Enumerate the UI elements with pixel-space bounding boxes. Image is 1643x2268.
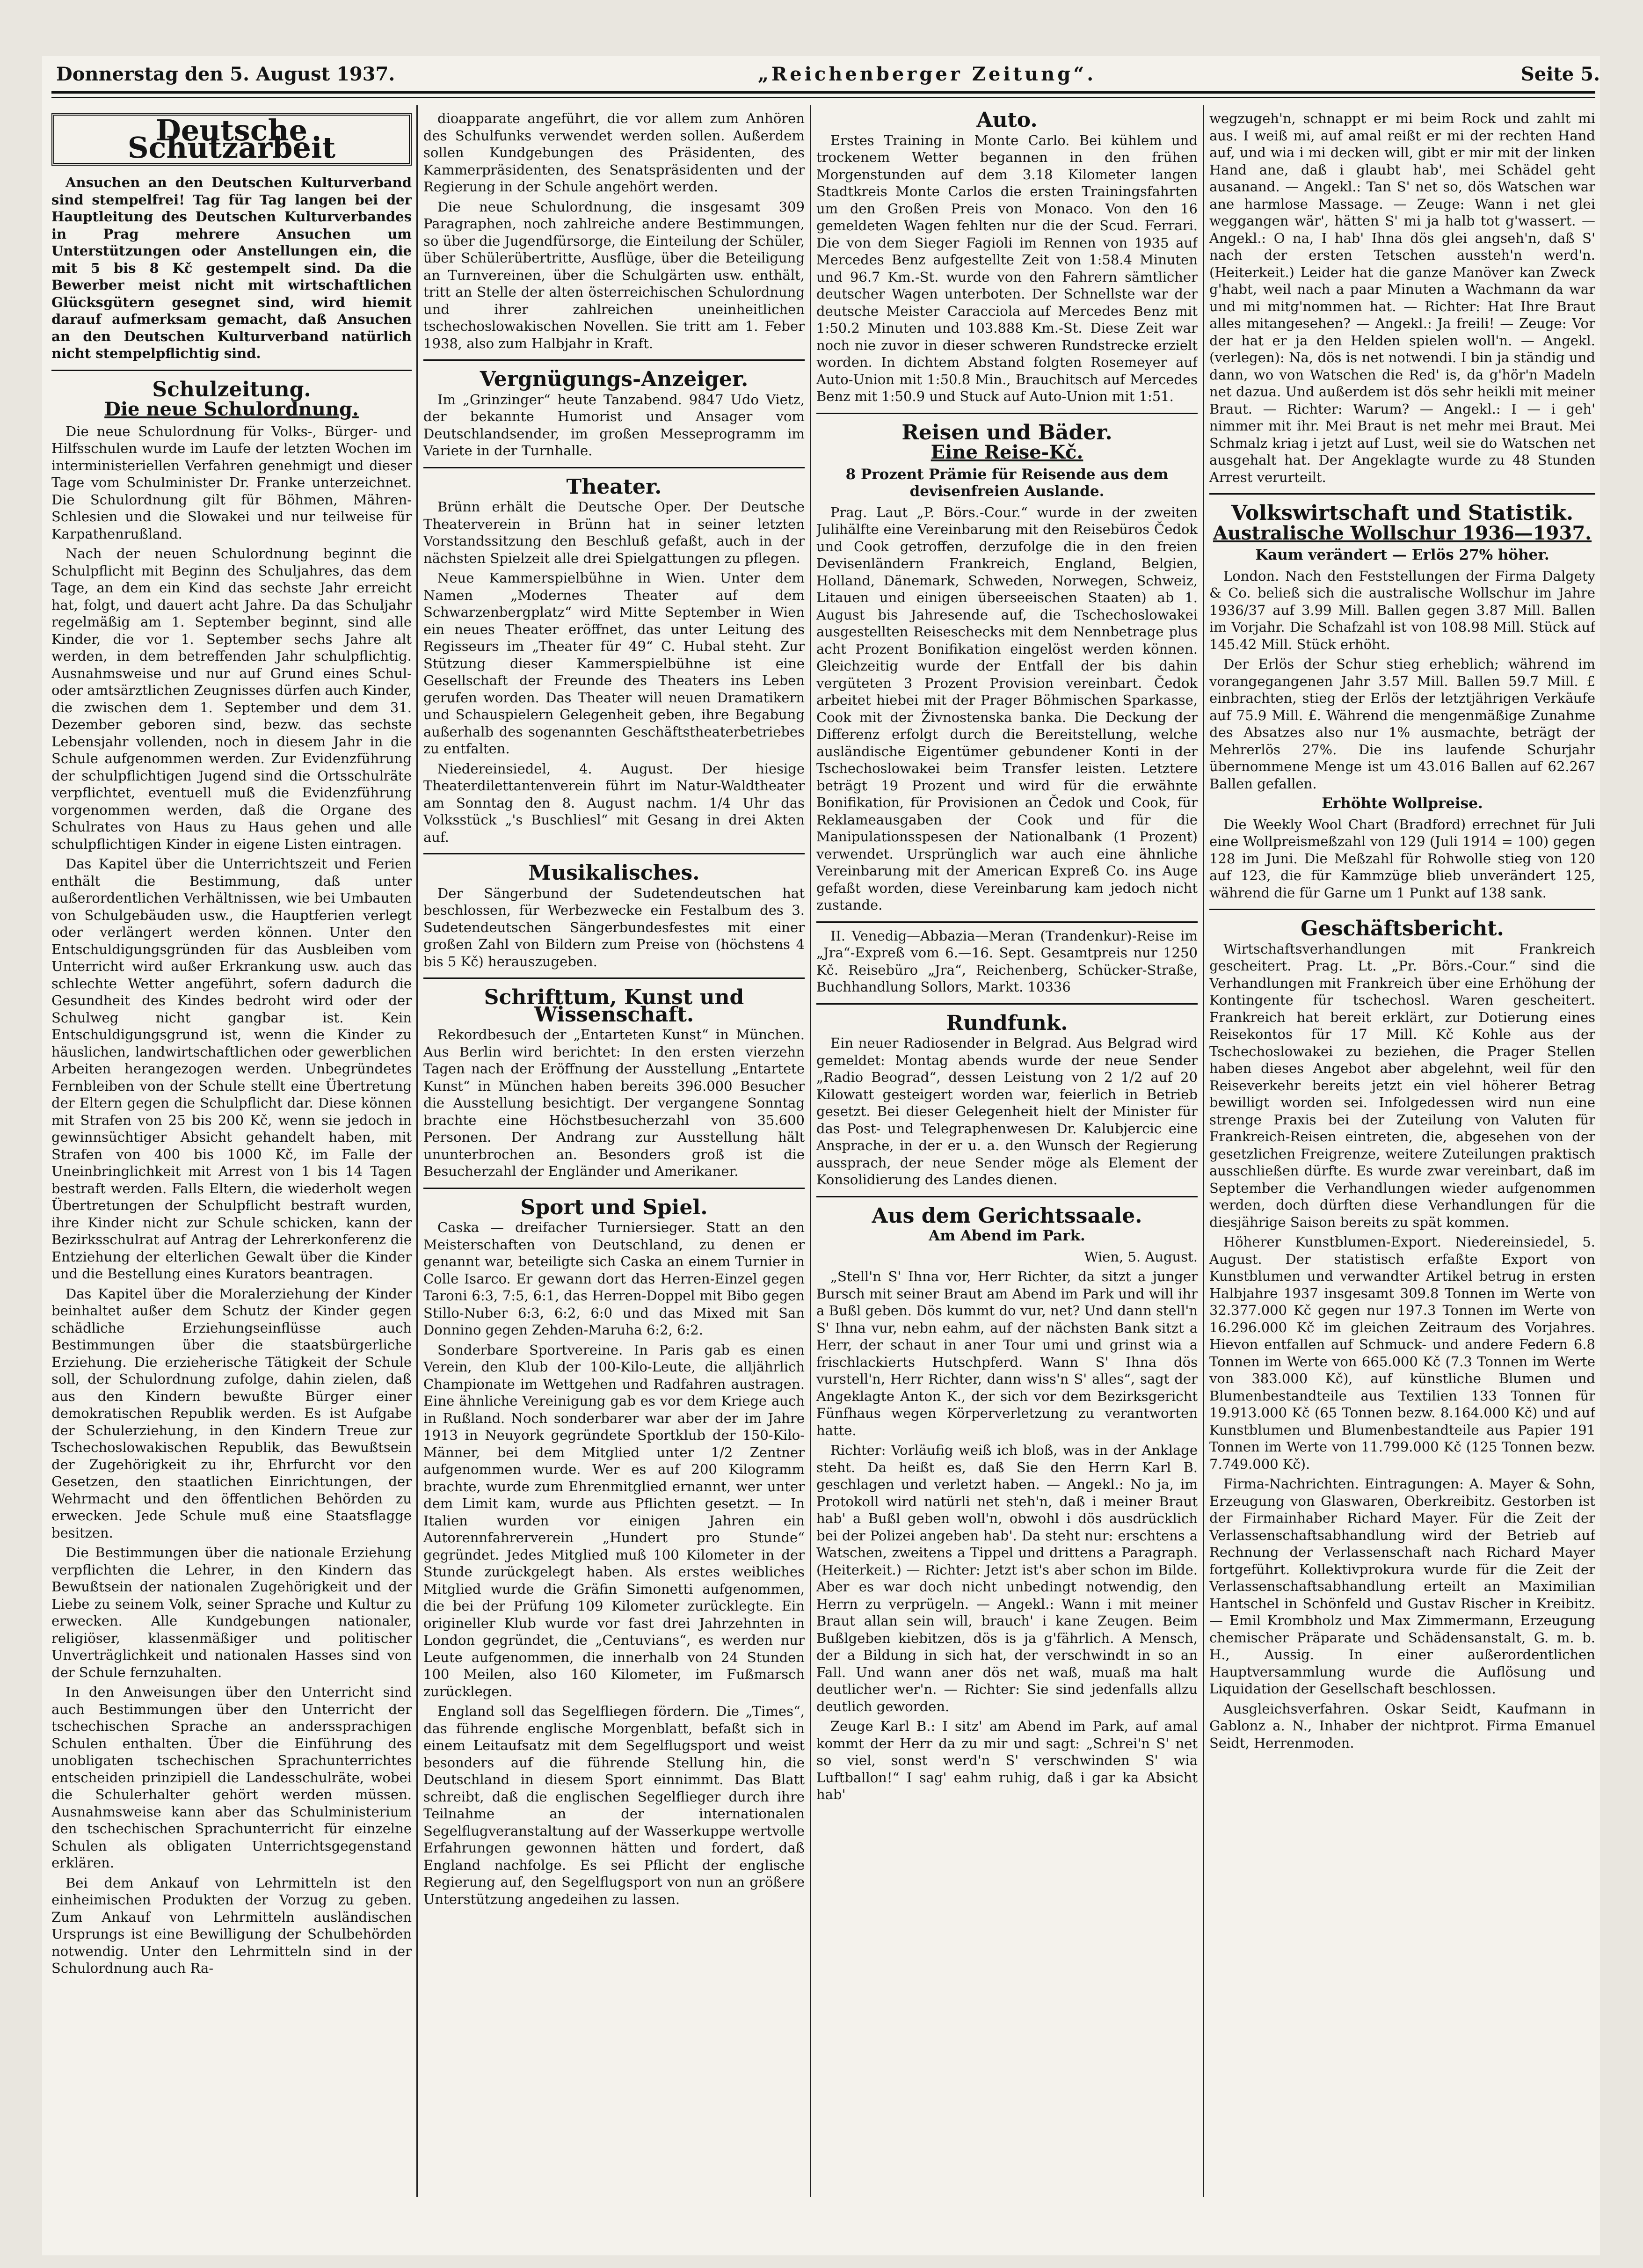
article-title: Die neue Schulordnung. [104, 398, 359, 420]
section-separator [816, 1196, 1198, 1197]
article-subtitle: Erhöhte Wollpreise. [1322, 795, 1483, 812]
article-subtitle: 8 Prozent Prämie für Reisende aus dem devisenfreien Auslande. [845, 466, 1169, 500]
section-heading: Rundfunk. [946, 1011, 1068, 1035]
section-separator [423, 1188, 805, 1189]
article-paragraph: Zeuge Karl B.: I sitz' am Abend im Park, auf amal kommt der Herr da zu mir und sagt: „Schrei'n S' net so viel, sonst werd'n S' verschwinden S' wia Luftballon!“ I sag' eahm ruhig, daß i gar ka Absicht hab' [816, 1718, 1198, 1802]
section-heading: Vergnügungs-Anzeiger. [480, 367, 749, 391]
section-separator [423, 359, 805, 361]
article-title: Eine Reise-Kč. [931, 441, 1083, 463]
section-separator [423, 977, 805, 979]
column-divider [1203, 105, 1204, 2197]
section-heading: Auto. [976, 110, 1038, 132]
section-heading: Theater. [566, 474, 662, 499]
column-divider [416, 105, 418, 2197]
article-paragraph: Niedereinsiedel, 4. August. Der hiesige Theaterdilettantenverein führt im Natur-Waldtheater am Sonntag den 8. August nachm. 1/4 Uhr das Volksstück „'s Buschliesl“ mit Gesang in drei Akten auf. [423, 760, 805, 845]
article-paragraph: Rekordbesuch der „Entarteten Kunst“ in München. Aus Berlin wird berichtet: In den ersten vierzehn Tagen nach der Eröffnung der Ausstellung „Entartete Kunst“ in München haben bereits 396.000 Besucher die Ausstellung besichtigt. Der vergangene Sonntag brachte eine Höchstbesucherzahl von 35.600 Personen. Der Andrang zur Ausstellung hält ununterbrochen an. Besonders groß ist die Besucherzahl der Engländer und Amerikaner. [423, 1027, 805, 1179]
section-separator [816, 921, 1198, 923]
article-paragraph: wegzugeh'n, schnappt er mi beim Rock und zahlt mi aus. I weiß mi, auf amal reißt er mi der rechten Hand auf, und wia i mi decken will, gibt er mir mit der linken Hand ane, daß i glaubt hab', mei Schädel geht ausanand. — Angekl.: Tan S' net so, dös Watschen war ane harmlose Massage. — Zeuge: Wann i net glei weggangen wär', hätten S' mi ja halb tot g'wassert. — Angekl.: O na, I hab' Ihna dös glei angseh'n, daß S' nach der ersten Tetschen aussteh'n werd'n. (Heiterkeit.) Leider hat die ganze Manöver kan Zweck g'habt, weil nach a paar Minuten a Wachmann da war und mi mitg'nommen hat. — Richter: Hat Ihre Braut alles mitangesehen? — Angekl.: Ja freili! — Zeuge: Vor der hat er ja den Helden spielen woll'n. — Angekl. (verlegen): Na, dös is net notwendi. I bin ja ständig und dann, wo von Watschen die Red' is, da g'hör'n Madeln net dazua. Und außerdem ist dös sehr heikli mit meiner Braut. — Richter: Warum? — Angekl.: I — i geh' nimmer mit ihr. Mei Braut is net mehr mei Braut. Mei Schmalz kriag i jetzt auf Lust, weil sie do Watschen net ausgehalt hat. Der Angeklagte wurde zu 48 Stunden Arrest verurteilt. [1209, 110, 1595, 485]
article-paragraph: Der Erlös der Schur stieg erheblich; während im vorangegangenen Jahr 3.57 Mill. Ballen 59.7 Mill. £ einbrachten, stieg der Erlös der letztjährigen Verkäufe auf 75.9 Mill. £. Während die mengenmäßige Zunahme des Absatzes also nur 1% ausmachte, beträgt der Mehrerlös 27%. Die ins laufende Schurjahr übernommene Menge ist um 43.016 Ballen auf 62.267 Ballen gefallen. [1209, 656, 1595, 792]
article-paragraph: Neue Kammerspielbühne in Wien. Unter dem Namen „Modernes Theater auf dem Schwarzenbergplatz“ wird Mitte September in Wien ein neues Theater eröffnet, das unter Leitung des Regisseurs im „Theater für 49“ C. Hubal steht. Zur Stützung dieser Kammerspielbühne ist eine Gesellschaft der Freunde des Theaters ins Leben gerufen worden. Das Theater will neuen Dramatikern und Schauspielern Gelegenheit geben, ihre Begabung außerhalb des sogenannten Geschäftstheaterbetriebes zu entfalten. [423, 570, 805, 757]
article-subtitle: Am Abend im Park. [929, 1227, 1085, 1244]
article-title: Australische Wollschur 1936—1937. [1213, 522, 1592, 544]
article-paragraph: Sonderbare Sportvereine. In Paris gab es einen Verein, den Klub der 100-Kilo-Leute, die alljährlich Championate im Wettgehen und Radfahren austragen. Eine ähnliche Vereinigung gab es vor dem Kriege auch in Rußland. Noch sonderbarer war aber der im Jahre 1913 in Neuyork gegründete Sportklub der 150-Kilo-Männer, bei dem Mitglied unter 1/2 Zentner aufgenommen wurde. Wer es auf 200 Kilogramm brachte, wurde zum Ehrenmitglied ernannt, wer unter dem Limit kam, wurde aus Pflichten gesetzt. — In Italien wurden vor einigen Jahren ein Autorennfahrerverein „Hundert pro Stunde“ gegründet. Jedes Mitglied muß 100 Kilometer in der Stunde zurückgelegt haben. Als erstes weibliches Mitglied wurde die Gräfin Simonetti aufgenommen, die bei der Prüfung 109 Kilometer zurücklegte. Ein origineller Klub wurde vor fast drei Jahrzehnten in London gegründet, die „Centuvians“, es werden nur Leute aufgenommen, die innerhalb von 24 Stunden 100 Meilen, also 160 Kilometer, im Fußmarsch zurücklegen. [423, 1342, 805, 1699]
column-1 [51, 110, 412, 2206]
section-separator [1209, 493, 1595, 495]
header-rule-thin [51, 97, 1595, 98]
section-separator [1209, 909, 1595, 910]
section-heading: Aus dem Gerichtssaale. [872, 1203, 1142, 1228]
column-divider [810, 105, 811, 2197]
article-paragraph: Erstes Training in Monte Carlo. Bei kühlem und trockenem Wetter begannen in den frühen Morgenstunden auf dem 3.18 Kilometer langen Stadtkreis Monte Carlos die ersten Trainingsfahrten um den Großen Preis von Monaco. Von den 16 gemeldeten Wagen fehlten nur die der Scud. Ferrari. Die von dem Sieger Fagioli im Rennen von 1935 auf Mercedes Benz aufgestellte Zeit von 1:58.4 Minuten und 96.7 Km.-St. wurde von den Fahrern sämtlicher deutscher Wagen unterboten. Der Schnellste war der deutsche Meister Caracciola auf Mercedes Benz mit 1:50.2 Minuten und 103.888 Km.-St. Diese Zeit war noch nie zuvor in dieser schweren Rundstrecke erzielt worden. In dichtem Abstand folgten Rosemeyer auf Auto-Union mit 1:50.8 Min., Brauchitsch auf Mercedes Benz mit 1:50.9 und Stuck auf Auto-Union mit 1:51. [816, 132, 1198, 404]
article-paragraph: Ein neuer Radiosender in Belgrad. Aus Belgrad wird gemeldet: Montag abends wurde der neue Sender „Radio Beograd“, dessen Leistung von 2 1/2 auf 20 Kilowatt gesteigert worden war, feierlich in Betrieb gesetzt. Bei dieser Gelegenheit hielt der Minister für das Post- und Telegraphenwesen Dr. Kalubjercic eine Ansprache, in der er u. a. den Wunsch der Regierung aussprach, der neue Sender möge als Element der Konsolidierung des Landes dienen. [816, 1035, 1198, 1188]
section-heading: Schrifttum, Kunst und Wissenschaft. [484, 985, 744, 1027]
section-heading: Schulzeitung. [152, 377, 311, 401]
article-subtitle: Kaum verändert — Erlös 27% höher. [1255, 547, 1549, 563]
article-paragraph: Höherer Kunstblumen-Export. Niedereinsiedel, 5. August. Der statistisch erfaßte Export von Kunstblumen und verwandter Artikel betrug in ersten Halbjahre 1937 insgesamt 309.8 Tonnen im Werte von 32.377.000 Kč gegen nur 197.3 Tonnen im Werte von 16.296.000 Kč im gleichen Zeitraum des Vorjahres. Hievon entfallen auf Schmuck- und andere Federn 6.8 Tonnen im Werte von 665.000 Kč (7.3 Tonnen im Werte von 383.000 Kč), auf künstliche Blumen und Blumenbestandteile aus Textilien 133 Tonnen für 19.913.000 Kč (65 Tonnen bezw. 8.164.000 Kč) und auf Kunstblumen und Blumenbestandteile aus Papier 191 Tonnen im Werte von 11.799.000 Kč (125 Tonnen bezw. 7.749.000 Kč). [1209, 1234, 1595, 1472]
article-paragraph: Nach der neuen Schulordnung beginnt die Schulpflicht mit Beginn des Schuljahres, das dem Tage, an dem ein Kind das sechste Jahr erreicht hat, folgt, und dauert acht Jahre. Da das Schuljahr regelmäßig am 1. September beginnt, sind alle Kinder, die vor 1. September sechs Jahre alt werden, in dem betreffenden Jahr schulpflichtig. Ausnahmsweise und nur auf Grund eines Schul- oder amtsärztlichen Zeugnisses dürfen auch Kinder, die zwischen dem 1. September und dem 31. Dezember geboren sind, bezw. das sechste Lebensjahr vollenden, noch in diesem Jahr in die Schule aufgenommen werden. Zur Evidenzführung der schulpflichtigen Jugend sind die Ortsschulräte verpflichtet, eventuell muß die Evidenzführung vorgenommen werden, daß die Organe des Schulrates von Haus zu Haus gehen und alle schulpflichtigen Kinder in eigene Listen eintragen. [51, 546, 412, 852]
section-masthead: Deutsche Schutzarbeit [51, 113, 412, 166]
article-paragraph: Firma-Nachrichten. Eintragungen: A. Mayer & Sohn, Erzeugung von Glaswaren, Oberkreibitz. Gestorben ist der Firmainhaber Richard Mayer. Für die Zeit der Verlassenschaftsabhandlung wird der Betrieb auf Rechnung der Verlassenschaft nach Richard Mayer fortgeführt. Kollektivprokura wurde für die Zeit der Verlassenschaftsabhandlung erteilt an Maximilian Hantschel in Schönfeld und Gustav Rischer in Kreibitz. — Emil Krombholz und Max Zimmermann, Erzeugung chemischer Präparate und Schädensanstalt, G. m. b. H., Aussig. In einer außerordentlichen Hauptversammlung wurde die Auflösung und Liquidation der Gesellschaft beschlossen. [1209, 1476, 1595, 1697]
article-paragraph: Die neue Schulordnung, die insgesamt 309 Paragraphen, noch zahlreiche andere Bestimmungen, so über die Jugendfürsorge, die Einteilung der Schüler, über Schülerübertritte, Ausflüge, über die Beteiligung an Turnvereinen, über die Schulgärten usw. enthält, tritt an Stelle der alten österreichischen Schulordnung und ihrer zahlreichen uneinheitlichen tschechoslowakischen Novellen. Sie tritt am 1. Feber 1938, also zum Halbjahr in Kraft. [423, 198, 805, 351]
article-paragraph: Der Sängerbund der Sudetendeutschen hat beschlossen, für Werbezwecke ein Festalbum des 3. Sudetendeutschen Sängerbundesfestes mit einer großen Zahl von Bildern zum Preise von (höchstens 4 bis 5 Kč) herauszugeben. [423, 885, 805, 970]
article-paragraph: Prag. Laut „P. Börs.-Cour.“ wurde in der zweiten Julihälfte eine Vereinbarung mit den Reisebüros Čedok und Cook getroffen, derzufolge die in den freien Devisenländern Frankreich, England, Belgien, Holland, Dänemark, Schweden, Norwegen, Schweiz, Litauen und einigen überseeischen Staaten) ab 1. August bis Jahresende auf, die Tschechoslowakei ausgestellten Reiseschecks mit dem Nennbetrage plus acht Prozent Bonifikation eingelöst werden können. Gleichzeitig wurde der Entfall der bis dahin vergüteten 3 Prozent Provision vereinbart. Čedok arbeitet hiebei mit der Prager Böhmischen Sparkasse, Cook mit der Živnostenska banka. Die Deckung der Differenz erfolgt durch die Bereitstellung, welche ausländische Eigentümer gebundener Konti in der Tschechoslowakei beim Transfer leisten. Letztere beträgt 19 Prozent und wird für die erwähnte Bonifikation, für Provisionen an Čedok und Cook, für Reklameausgaben der Cook und für die Manipulationsspesen der Nationalbank (1 Prozent) verwendet. Ursprünglich war auch eine ähnliche Vereinbarung mit der American Expreß Co. ins Auge gefaßt worden, diese Vereinbarung kam jedoch nicht zustande. [816, 504, 1198, 913]
header-paper-title: „Reichenberger Zeitung“. [758, 63, 1097, 85]
section-separator [423, 467, 805, 468]
article-paragraph: Brünn erhält die Deutsche Oper. Der Deutsche Theaterverein in Brünn hat in seiner letzten Vorstandssitzung den Beschluß gefaßt, auch in der nächsten Spielzeit alle drei Spielgattungen zu pflegen. [423, 499, 805, 566]
article-paragraph: Ausgleichsverfahren. Oskar Seidt, Kaufmann in Gablonz a. N., Inhaber der nichtprot. Firma Emanuel Seidt, Herrenmoden. [1209, 1700, 1595, 1751]
section-heading: Sport und Spiel. [520, 1195, 708, 1219]
section-heading: Geschäftsbericht. [1301, 917, 1504, 941]
article-paragraph: London. Nach den Feststellungen der Firma Dalgety & Co. beließ sich die australische Wollschur im Jahre 1936/37 auf 3.99 Mill. Ballen gegen 3.87 Mill. Ballen im Vorjahr. Die Schafzahl ist von 108.98 Mill. Stück auf 145.42 Mill. Stück erhöht. [1209, 568, 1595, 652]
article-text: Ansuchen an den Deutschen Kulturverband sind stempelfrei! Tag für Tag langen bei der Hauptleitung des Deutschen Kulturverbandes in Prag mehrere Ansuchen um Unterstützungen oder Anstellungen ein, die mit 5 bis 8 Kč gestempelt sind. Da die Bewerber meist nicht mit wirtschaftlichen Glücksgütern gesegnet sind, wird hiemit darauf aufmerksam gemacht, daß Ansuchen an den Deutschen Kulturverband natürlich nicht stempelpflichtig sind. [51, 175, 412, 361]
article-paragraph: Caska — dreifacher Turniersieger. Statt an den Meisterschaften von Deutschland, zu denen er genannt war, beteiligte sich Caska an einem Turnier in Colle Isarco. Er gewann dort das Herren-Einzel gegen Taroni 6:3, 7:5, 6:1, das Herren-Doppel mit Bibo gegen Stillo-Nuber 6:3, 6:2, 6:0 und das Mixed mit San Donnino gegen Zehden-Maruha 6:2, 6:2. [423, 1219, 805, 1338]
article-paragraph: Die Weekly Wool Chart (Bradford) errechnet für Juli eine Wollpreismeßzahl von 129 (Juli 1914 = 100) gegen 128 im Juni. Die Meßzahl für Rohwolle stieg von 120 auf 123, die für Kammzüge blieb unverändert 125, während die für Garne um 1 Punkt auf 138 sank. [1209, 816, 1595, 901]
header-page-number: Seite 5. [1520, 63, 1600, 85]
header-rule-thick [51, 91, 1595, 94]
article-paragraph: Bei dem Ankauf von Lehrmitteln ist den einheimischen Produkten der Vorzug zu geben. Zum Ankauf von Lehrmitteln ausländischen Ursprungs ist eine Bewilligung der Schulbehörden notwendig. Unter den Lehrmitteln sind in der Schulordnung auch Ra- [51, 1874, 412, 1976]
section-heading: Volkswirtschaft und Statistik. [1231, 501, 1574, 525]
advertisement-text: II. Venedig—Abbazia—Meran (Trandenkur)-Reise im „Jra“-Expreß vom 6.—16. Sept. Gesamtpreis nur 1250 Kč. Reisebüro „Jra“, Reichenberg, Schücker-Straße, Buchhandlung Sollors, Markt. 10336 [816, 927, 1198, 995]
column-3 [816, 110, 1198, 2206]
article-paragraph: Das Kapitel über die Moralerziehung der Kinder beinhaltet außer dem Schutz der Kinder gegen schädliche Erziehungseinflüsse auch Bestimmungen über die staatsbürgerliche Erziehung. Die erzieherische Tätigkeit der Schule soll, der Schulordnung zufolge, dahin zielen, daß aus den Kindern bewußte Bürger einer demokratischen Republik werden. Es ist Aufgabe der Schulerziehung, in den Kindern Treue zur Tschechoslowakischen Republik, das Bewußtsein der Zugehörigkeit zu ihr, Ehrfurcht vor den Gesetzen, den staatlichen Einrichtungen, der Wehrmacht und den öffentlichen Behörden zu erwecken. Jede Schule muß eine Staatsflagge besitzen. [51, 1285, 412, 1541]
section-separator [816, 413, 1198, 414]
article-paragraph: Die neue Schulordnung für Volks-, Bürger- und Hilfsschulen wurde im Laufe der letzten Wochen im interministeriellen Verfahren genehmigt und dieser Tage vom Schulminister Dr. Franke unterzeichnet. Die Schulordnung gilt für Böhmen, Mähren-Schlesien und die Slowakei und nur teilweise für Karpathenrußland. [51, 423, 412, 542]
section-separator [816, 1003, 1198, 1005]
section-heading: Musikalisches. [528, 861, 700, 885]
article-paragraph: Wirtschaftsverhandlungen mit Frankreich gescheitert. Prag. Lt. „Pr. Börs.-Cour.“ sind die Verhandlungen mit Frankreich über eine Erhöhung der Kontingente für tschechosl. Waren gescheitert. Frankreich hat bereit erklärt, zur Dotierung eines Reisekontos für 17 Mill. Kč Kohle aus der Tschechoslowakei zu beziehen, die Prager Stellen haben dieses Angebot aber abgelehnt, weil für den Reiseverkehr bereits jetzt ein viel höherer Betrag bewilligt worden sei. Infolgedessen wird nun eine strenge Praxis bei der Zuteilung von Valuten für Frankreich-Reisen eintreten, die, abgesehen von der gesetzlichen Freigrenze, weitere Zuteilungen praktisch ausschließen dürfte. Es wurde zwar vereinbart, daß im September die Verhandlungen wieder aufgenommen werden, doch dürften diese Verhandlungen für die diesjährige Saison bereits zu spät kommen. [1209, 941, 1595, 1230]
article-paragraph: Im „Grinzinger“ heute Tanzabend. 9847 Udo Vietz, der bekannte Humorist und Ansager vom Deutschlandsender, im großen Messeprogramm im Variete in der Turnhalle. [423, 391, 805, 459]
column-4 [1209, 110, 1595, 2206]
article-paragraph: Die Bestimmungen über die nationale Erziehung verpflichten die Lehrer, in den Kindern das Bewußtsein der nationalen Zugehörigkeit und der Liebe zu seinem Volk, seiner Sprache und Kultur zu erwecken. Alle Kundgebungen nationaler, religiöser, klassenmäßiger und politischer Unverträglichkeit und nationalen Hasses sind von der Schule fernzuhalten. [51, 1545, 412, 1680]
article-paragraph: dioapparate angeführt, die vor allem zum Anhören des Schulfunks verwendet werden sollen. Außerdem sollen Kundgebungen des Präsidenten, des Kammerpräsidenten, des Senatspräsidenten und der Regierung in der Schule angehört werden. [423, 110, 805, 195]
dateline: Wien, 5. August. [1084, 1248, 1198, 1265]
article-paragraph: Das Kapitel über die Unterrichtszeit und Ferien enthält die Bestimmung, daß unter außerordentlichen Verhältnissen, wie bei Umbauten von Schulgebäuden usw., die Hauptferien verlegt oder verlängert werden können. Unter den Entschuldigungsgründen für das Ausbleiben vom Unterricht wird außer Erkrankung usw. auch das schlechte Wetter angeführt, sofern dadurch die Gesundheit des Kindes bedroht wird oder der Schulweg nicht gangbar ist. Kein Entschuldigungsgrund ist, wenn die Kinder zu häuslichen, landwirtschaftlichen oder gewerblichen Arbeiten herangezogen werden. Unbegründetes Fernbleiben von der Schule stellt eine Übertretung der Eltern gegen die Schulpflicht dar. Diese können mit Strafen von 25 bis 200 Kč, wenn sie jedoch in gewinnsüchtiger Absicht gehandelt haben, mit Strafen von 400 bis 1000 Kč, im Falle der Uneinbringlichkeit mit Arrest von 1 bis 14 Tagen bestraft werden. Falls Eltern, die wiederholt wegen Übertretungen der Schulpflicht bestraft wurden, ihre Kinder nicht zur Schule schicken, kann der Bezirksschulrat auf Antrag der Lehrerkonferenz die Entziehung der elterlichen Gewalt über die Kinder und die Bestellung eines Kurators beantragen. [51, 856, 412, 1282]
section-heading: Reisen und Bäder. [901, 420, 1112, 445]
article-paragraph: „Stell'n S' Ihna vor, Herr Richter, da sitzt a junger Bursch mit seiner Braut am Abend im Park und will ihr a Bußl geben. Dös kummt do vur, net? Und dann stell'n S' Ihna vur, nebn eahm, auf der nächsten Bank sitzt a Herr, der schaut in aner Tour umi und grinst wia a frischlackierts Hutschpferd. Wann S' Ihna dös vurstell'n, Herr Richter, dann wiss'n S' alles“, sagt der Angeklagte Anton K., der sich vor dem Bezirksgericht Fünfhaus wegen Körperverletzung zu verantworten hatte. [816, 1269, 1198, 1438]
section-separator [423, 853, 805, 854]
column-2 [423, 110, 805, 2206]
article-paragraph: In den Anweisungen über den Unterricht sind auch Bestimmungen über den Unterricht der tschechischen Sprache an anderssprachigen Schulen enthalten. Über die Einführung des unobligaten tschechischen Sprachunterrichtes entscheiden prinzipiell die Landesschulräte, wobei die Schulerhalter gehört werden müssen. Ausnahmsweise kann aber das Schulministerium den tschechischen Sprachunterricht für einzelne Schulen als obligaten Unterrichtsgegenstand erklären. [51, 1684, 412, 1871]
section-separator [51, 370, 412, 371]
header-date: Donnerstag den 5. August 1937. [56, 63, 395, 85]
article-paragraph: Richter: Vorläufig weiß ich bloß, was in der Anklage steht. Da heißt es, daß Sie den Herrn Karl B. geschlagen und verletzt haben. — Angekl.: No ja, im Protokoll wird natürli net steh'n, daß i meiner Braut hab' a Bußl geben woll'n, obwohl i dös ausdrücklich bei der Polizei angeben hab'. Da steht nur: erschtens a Watschen, zweitens a Tippel und drittens a Paragraph. (Heiterkeit.) — Richter: Jetzt ist's aber schon im Bilde. Aber es war doch nicht unbedingt notwendig, den Herrn zu verprügeln. — Angekl.: Wann i mit meiner Braut allan sein will, brauch' i kane Zeugen. Beim Bußlgeben kiebitzen, dös is ja g'fährlich. A Mensch, der a Bildung in sich hat, der verschwindt in so an Fall. Und wann aner dös net waß, muaß ma halt deutlicher wer'n. — Richter: Sie sind jedenfalls allzu deutlich geworden. [816, 1442, 1198, 1714]
article-paragraph: England soll das Segelfliegen fördern. Die „Times“, das führende englische Morgenblatt, befaßt sich in einem Leitaufsatz mit dem Segelflugsport und weist besonders auf die führende Stellung hin, die Deutschland in diesem Sport einnimmt. Das Blatt schreibt, daß die englischen Segelflieger durch ihre Teilnahme an der internationalen Segelflugveranstaltung auf der Wasserkuppe wertvolle Erfahrungen gewonnen hätten und fordert, daß England nachfolge. Es sei Pflicht der englische Regierung auf, den Segelflugsport von nun an größere Unterstützung angedeihen zu lassen. [423, 1703, 805, 1907]
